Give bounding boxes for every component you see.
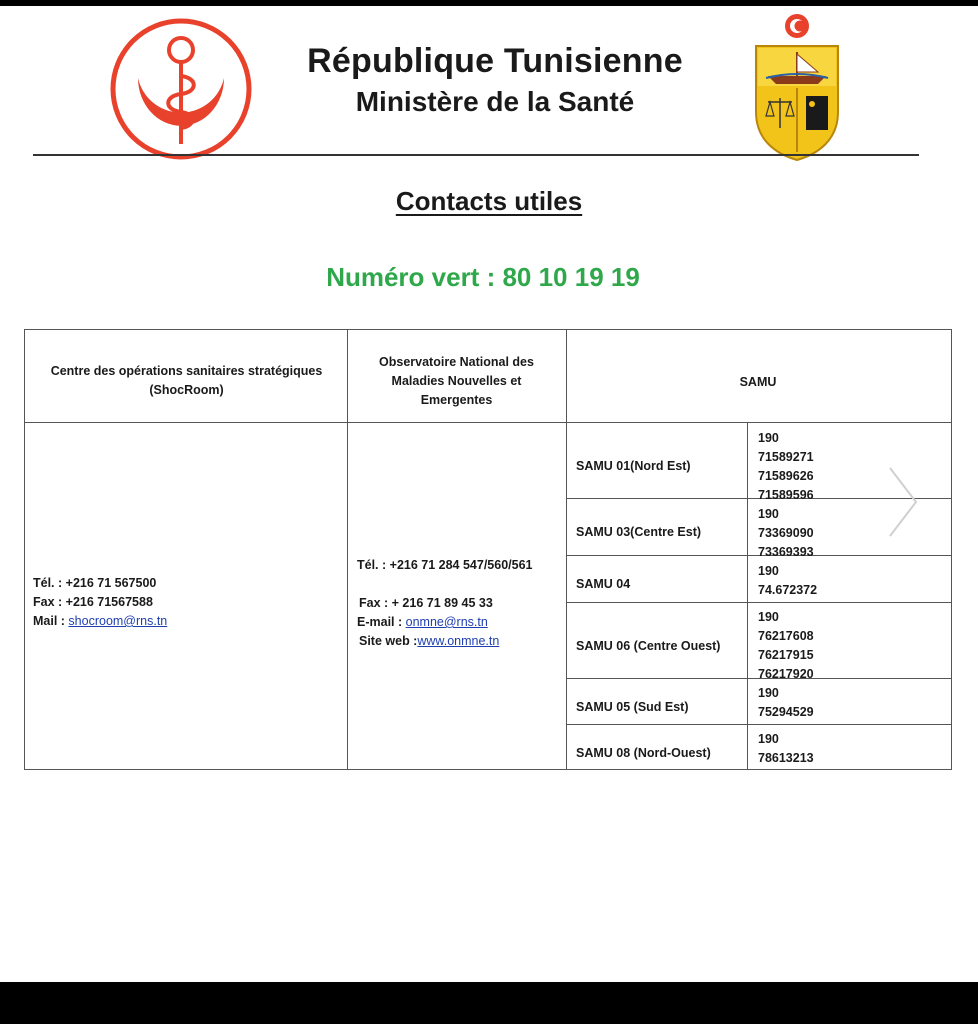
samu-row-numbers: 190 71589271 71589626 71589596 [758,431,814,502]
samu-row-name: SAMU 03(Centre Est) [576,525,702,539]
shocroom-tel: Tél. : +216 71 567500 [33,576,157,590]
onmne-web-link[interactable]: www.onmne.tn [417,634,500,648]
contacts-table [24,329,952,770]
samu-header: SAMU [739,375,777,389]
document-page [0,6,978,982]
samu-row-numbers: 190 75294529 [758,686,814,719]
header-ministry: Ministère de la Santé [355,86,635,117]
samu-row-name: SAMU 08 (Nord-Ouest) [576,746,711,760]
shocroom-contacts [33,574,167,631]
onmne-tel: Tél. : +216 71 284 547/560/561 [357,558,533,572]
onmne-web: Site web :www.onmne.tn [359,634,500,648]
onmne-email: E-mail : onmne@rns.tn [357,615,488,629]
samu-row-name: SAMU 05 (Sud Est) [576,700,689,714]
samu-row-numbers: 190 74.672372 [758,564,818,597]
onmne-contacts [357,556,533,651]
samu-row-numbers: 190 78613213 [758,732,814,765]
onmne-header: Observatoire National des Maladies Nouvelles et Emergentes [379,355,534,407]
shocroom-mail: Mail : shocroom@rns.tn [33,614,168,628]
next-arrow-icon[interactable] [886,462,920,542]
header-country: République Tunisienne [307,42,683,80]
shocroom-mail-link[interactable]: shocroom@rns.tn [68,614,168,628]
green-number: Numéro vert : 80 10 19 19 [326,262,640,292]
onmne-email-link[interactable]: onmne@rns.tn [405,615,488,629]
samu-row-name: SAMU 01(Nord Est) [576,459,691,473]
page-title: Contacts utiles [395,186,583,216]
shocroom-header: Centre des opérations sanitaires stratégiques (ShocRoom) [50,364,323,397]
header-divider [33,154,919,156]
coat-of-arms-logo [748,12,846,162]
samu-row-numbers: 190 73369090 73369393 [758,507,814,559]
shocroom-fax: Fax : +216 71567588 [33,595,153,609]
samu-row-name: SAMU 06 (Centre Ouest) [576,639,721,653]
health-ministry-logo [108,16,254,162]
bottom-bar [0,982,978,1024]
onmne-fax: Fax : + 216 71 89 45 33 [359,596,493,610]
samu-row-numbers: 190 76217608 76217915 76217920 [758,610,814,681]
samu-row-name: SAMU 04 [576,577,631,591]
